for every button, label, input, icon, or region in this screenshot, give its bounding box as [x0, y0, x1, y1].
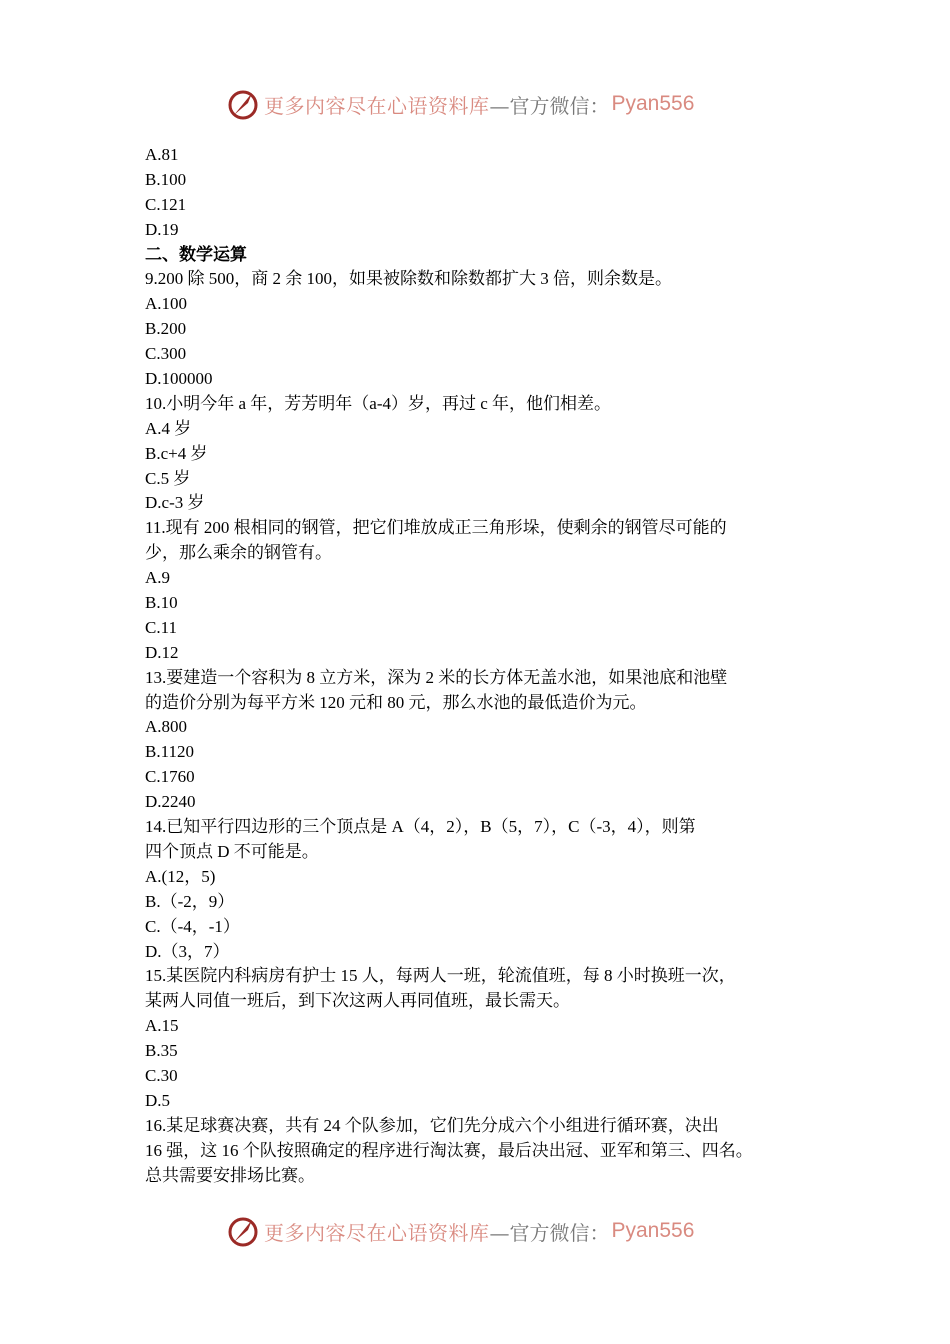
text-line: B.c+4 岁 [145, 443, 208, 463]
text-line: 少，那么乘余的钢管有。 [145, 543, 332, 563]
text-line: 总共需要安排场比赛。 [145, 1165, 315, 1185]
banner-wechat-id: Pyan556 [611, 1219, 695, 1242]
text-line: 10.小明今年 a 年，芳芳明年（a-4）岁，再过 c 年，他们相差。 [145, 393, 612, 413]
text-line: C.121 [145, 194, 187, 214]
banner-wechat-id: Pyan556 [611, 92, 695, 115]
text-line: C.1760 [145, 767, 195, 787]
header-watermark-banner [226, 84, 726, 124]
text-line: 的造价分别为每平方米 120 元和 80 元，那么水池的最低造价为元。 [145, 692, 647, 712]
banner-text: 更多内容尽在心语资料库 [264, 93, 490, 118]
footer-watermark-banner [226, 1211, 726, 1251]
text-line: 某两人同值一班后，到下次这两人再同值班，最长需天。 [145, 991, 570, 1011]
text-line: C.5 岁 [145, 468, 191, 488]
text-line: B.200 [145, 319, 187, 339]
section-heading: 二、数学运算 [145, 244, 247, 264]
text-line: D.5 [145, 1090, 171, 1110]
text-line: 16 强，这 16 个队按照确定的程序进行淘汰赛，最后决出冠、亚军和第三、四名。 [145, 1140, 753, 1160]
text-line: 四个顶点 D 不可能是。 [145, 841, 319, 861]
text-line: D.c-3 岁 [145, 493, 205, 513]
document-body [145, 143, 835, 1188]
quill-logo-icon [226, 87, 260, 121]
text-line: A.4 岁 [145, 418, 192, 438]
text-line: A.800 [145, 717, 188, 737]
text-line: 15.某医院内科病房有护士 15 人，每两人一班，轮流值班，每 8 小时换班一次， [145, 966, 736, 986]
text-line: C.30 [145, 1065, 178, 1085]
text-line: A.100 [145, 294, 188, 314]
text-line: D.（3，7） [145, 941, 230, 961]
text-line: 16.某足球赛决赛，共有 24 个队参加，它们先分成六个小组进行循环赛，决出 [145, 1115, 719, 1135]
banner-wechat-label: —官方微信： [489, 1220, 610, 1245]
text-line: D.2240 [145, 792, 196, 812]
text-line: 9.200 除 500，商 2 余 100，如果被除数和除数都扩大 3 倍，则余数是。 [145, 269, 672, 289]
text-line: B.10 [145, 593, 178, 613]
text-line: A.9 [145, 568, 171, 588]
text-line: 11.现有 200 根相同的钢管，把它们堆放成正三角形垛，使剩余的钢管尽可能的 [145, 518, 727, 538]
text-line: B.（-2，9） [145, 891, 235, 911]
text-line: D.100000 [145, 369, 213, 389]
text-line: 13.要建造一个容积为 8 立方米，深为 2 米的长方体无盖水池，如果池底和池壁 [145, 667, 728, 687]
text-line: B.1120 [145, 742, 194, 762]
banner-wechat-label: —官方微信： [489, 93, 610, 118]
text-line: B.35 [145, 1041, 178, 1061]
quill-logo-icon [226, 1214, 260, 1248]
text-line: C.11 [145, 617, 177, 637]
text-line: A.81 [145, 145, 179, 164]
text-line: C.（-4，-1） [145, 916, 240, 936]
text-line: 14.已知平行四边形的三个顶点是 A（4，2），B（5，7），C（-3，4），则第 [145, 817, 696, 837]
text-line: D.12 [145, 642, 179, 662]
text-line: B.100 [145, 169, 187, 189]
text-line: A.15 [145, 1016, 179, 1036]
text-line: C.300 [145, 344, 187, 364]
text-line: D.19 [145, 219, 179, 239]
text-line: A.(12，5) [145, 866, 216, 886]
banner-text: 更多内容尽在心语资料库 [264, 1220, 490, 1245]
